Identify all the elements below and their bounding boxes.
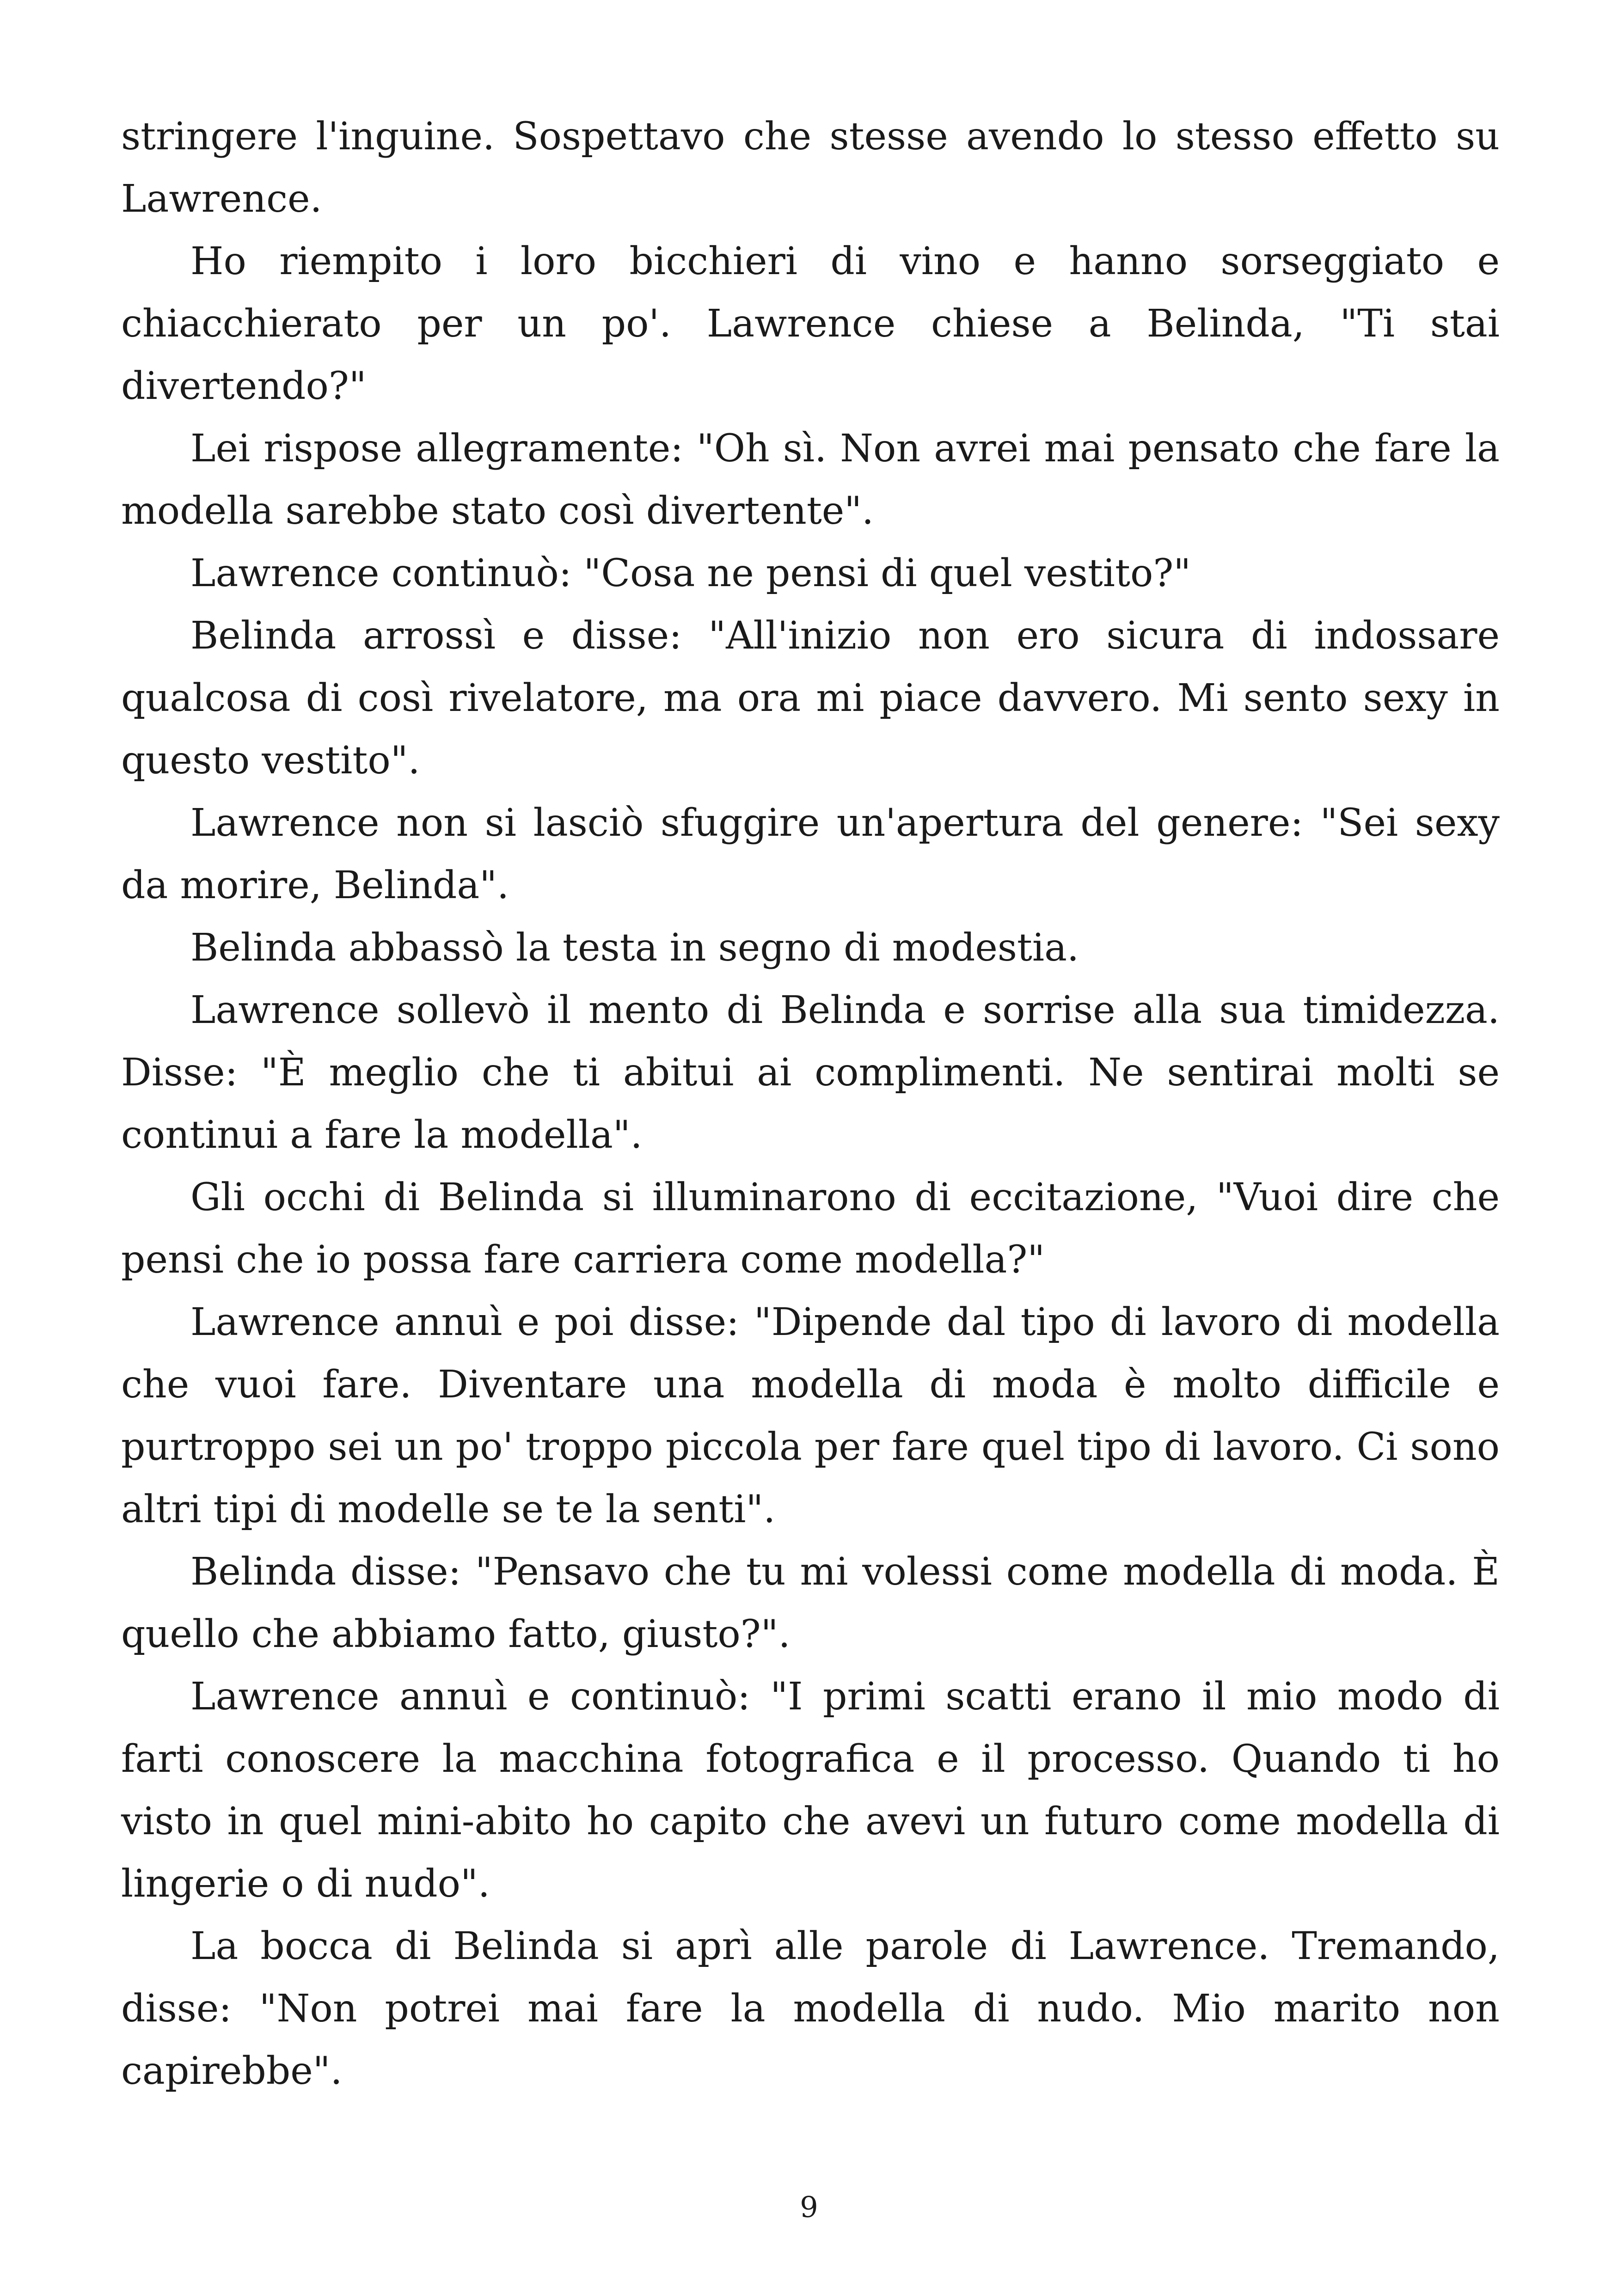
paragraph-2: Ho riempito i loro bicchieri di vino e hanno sorseggiato e chiacchierato per un po'. Lawrence chiese a Belinda, "Ti stai divertendo?" <box>121 239 1500 408</box>
paragraph-9: Gli occhi di Belinda si illuminarono di eccitazione, "Vuoi dire che pensi che io possa fare carriera come modella?" <box>121 1176 1500 1282</box>
paragraph-3: Lei rispose allegramente: "Oh sì. Non avrei mai pensato che fare la modella sarebbe stato così divertente". <box>121 427 1500 533</box>
body-text <box>121 105 1500 2102</box>
paragraph-6: Lawrence non si lasciò sfuggire un'apertura del genere: "Sei sexy da morire, Belinda". <box>121 801 1500 907</box>
paragraph-12: Lawrence annuì e continuò: "I primi scatti erano il mio modo di farti conoscere la macchina fotografica e il processo. Quando ti ho visto in quel mini-abito ho capito che avevi un futuro come modella di lingerie o di nudo". <box>121 1675 1500 1906</box>
paragraph-7: Belinda abbassò la testa in segno di modestia. <box>190 926 1079 970</box>
paragraph-10: Lawrence annuì e poi disse: "Dipende dal tipo di lavoro di modella che vuoi fare. Diventare una modella di moda è molto difficile e purtroppo sei un po' troppo piccola per fare quel tipo di lavoro. Ci sono altri tipi di modelle se te la senti". <box>121 1300 1500 1531</box>
paragraph-11: Belinda disse: "Pensavo che tu mi volessi come modella di moda. È quello che abbiamo fatto, giusto?". <box>121 1550 1500 1656</box>
paragraph-4: Lawrence continuò: "Cosa ne pensi di quel vestito?" <box>190 551 1191 595</box>
paragraph-5: Belinda arrossì e disse: "All'inizio non ero sicura di indossare qualcosa di così rivelatore, ma ora mi piace davvero. Mi sento sexy in questo vestito". <box>121 614 1500 783</box>
paragraph-8: Lawrence sollevò il mento di Belinda e sorrise alla sua timidezza. Disse: "È meglio che ti abitui ai complimenti. Ne sentirai molti se continui a fare la modella". <box>121 988 1500 1157</box>
page-number: 9 <box>800 2190 818 2224</box>
paragraph-13: La bocca di Belinda si aprì alle parole di Lawrence. Tremando, disse: "Non potrei mai fare la modella di nudo. Mio marito non capirebbe". <box>121 1924 1500 2093</box>
paragraph-1: stringere l'inguine. Sospettavo che stesse avendo lo stesso effetto su Lawrence. <box>121 115 1500 221</box>
